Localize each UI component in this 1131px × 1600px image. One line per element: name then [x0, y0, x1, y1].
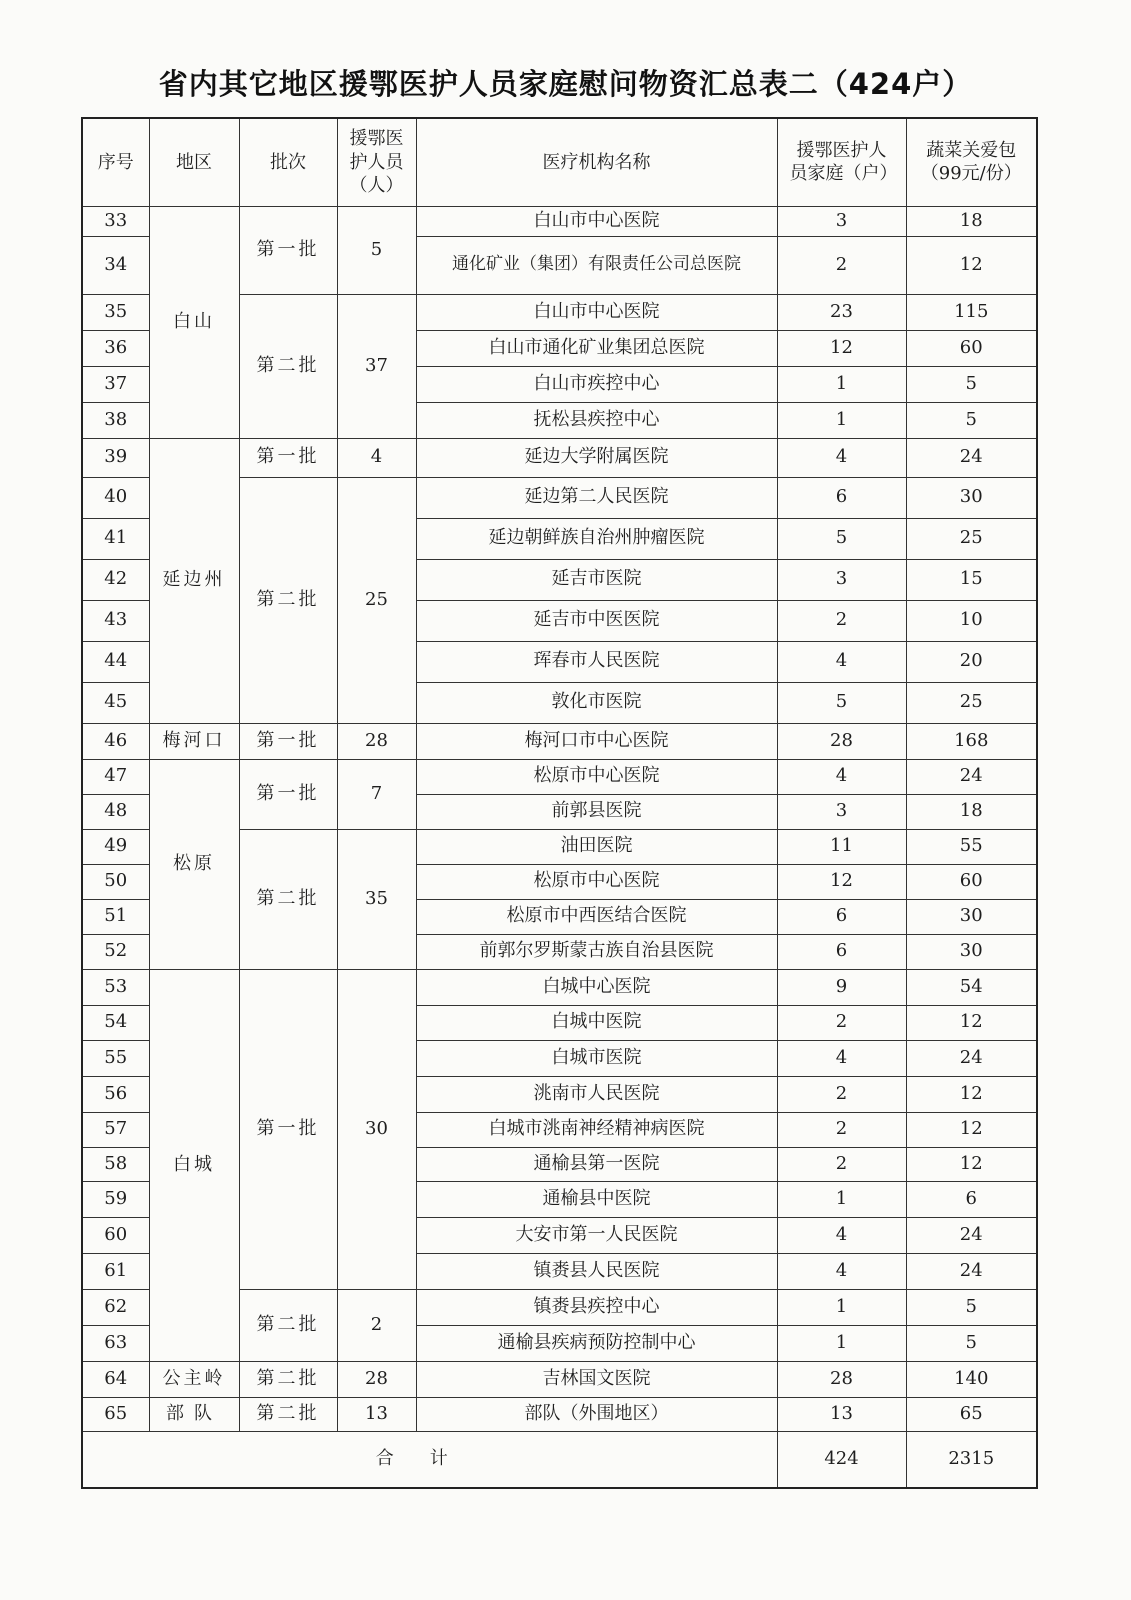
batch-cell: 第二批 [239, 829, 337, 969]
batch-cell: 第一批 [239, 759, 337, 829]
institution-cell: 镇赉县疾控中心 [416, 1289, 777, 1325]
families-cell: 3 [777, 206, 906, 236]
seq-cell: 45 [82, 682, 149, 723]
institution-cell: 延吉市医院 [416, 559, 777, 600]
packages-cell: 18 [906, 794, 1037, 829]
staff-cell: 5 [337, 206, 416, 294]
packages-cell: 24 [906, 1217, 1037, 1253]
packages-cell: 30 [906, 477, 1037, 518]
families-cell: 13 [777, 1397, 906, 1431]
families-cell: 6 [777, 934, 906, 969]
seq-cell: 54 [82, 1005, 149, 1040]
institution-cell: 延吉市中医医院 [416, 600, 777, 641]
region-cell: 梅河口 [149, 723, 239, 759]
packages-cell: 30 [906, 899, 1037, 934]
institution-cell: 白山市中心医院 [416, 206, 777, 236]
region-cell: 部队 [149, 1397, 239, 1431]
families-cell: 4 [777, 438, 906, 477]
seq-cell: 58 [82, 1147, 149, 1181]
batch-cell: 第一批 [239, 723, 337, 759]
batch-cell: 第一批 [239, 969, 337, 1289]
packages-cell: 10 [906, 600, 1037, 641]
packages-cell: 12 [906, 1005, 1037, 1040]
table-row [82, 438, 1037, 477]
seq-cell: 52 [82, 934, 149, 969]
staff-cell: 30 [337, 969, 416, 1289]
packages-cell: 65 [906, 1397, 1037, 1431]
families-cell: 11 [777, 829, 906, 864]
header-region: 地区 [149, 118, 239, 206]
packages-cell: 24 [906, 438, 1037, 477]
institution-cell: 白城中心医院 [416, 969, 777, 1005]
batch-cell: 第二批 [239, 477, 337, 723]
header-package: 蔬菜关爱包（99元/份） [906, 118, 1037, 206]
institution-cell: 白城中医院 [416, 1005, 777, 1040]
families-cell: 2 [777, 1147, 906, 1181]
packages-cell: 25 [906, 682, 1037, 723]
region-cell: 松原 [149, 759, 239, 969]
families-cell: 4 [777, 759, 906, 794]
families-cell: 6 [777, 899, 906, 934]
packages-cell: 24 [906, 759, 1037, 794]
families-cell: 4 [777, 1253, 906, 1289]
institution-cell: 延边朝鲜族自治州肿瘤医院 [416, 518, 777, 559]
institution-cell: 吉林国文医院 [416, 1361, 777, 1397]
seq-cell: 51 [82, 899, 149, 934]
table-row [82, 206, 1037, 236]
families-cell: 23 [777, 294, 906, 330]
seq-cell: 39 [82, 438, 149, 477]
institution-cell: 通榆县疾病预防控制中心 [416, 1325, 777, 1361]
families-cell: 1 [777, 1325, 906, 1361]
families-cell: 28 [777, 723, 906, 759]
table-row [82, 723, 1037, 759]
packages-cell: 60 [906, 330, 1037, 366]
seq-cell: 47 [82, 759, 149, 794]
institution-cell: 前郭县医院 [416, 794, 777, 829]
seq-cell: 40 [82, 477, 149, 518]
families-cell: 5 [777, 518, 906, 559]
seq-cell: 33 [82, 206, 149, 236]
families-cell: 1 [777, 1181, 906, 1217]
staff-cell: 28 [337, 723, 416, 759]
seq-cell: 63 [82, 1325, 149, 1361]
institution-cell: 延边第二人民医院 [416, 477, 777, 518]
institution-cell: 大安市第一人民医院 [416, 1217, 777, 1253]
packages-cell: 5 [906, 1325, 1037, 1361]
institution-cell: 珲春市人民医院 [416, 641, 777, 682]
batch-cell: 第一批 [239, 438, 337, 477]
institution-cell: 松原市中心医院 [416, 759, 777, 794]
packages-cell: 168 [906, 723, 1037, 759]
table-row [82, 759, 1037, 794]
seq-cell: 34 [82, 236, 149, 294]
seq-cell: 60 [82, 1217, 149, 1253]
packages-cell: 20 [906, 641, 1037, 682]
institution-cell: 镇赉县人民医院 [416, 1253, 777, 1289]
institution-cell: 梅河口市中心医院 [416, 723, 777, 759]
families-cell: 2 [777, 1112, 906, 1147]
staff-cell: 13 [337, 1397, 416, 1431]
header-staff: 援鄂医护人员（人） [337, 118, 416, 206]
families-cell: 5 [777, 682, 906, 723]
families-cell: 3 [777, 559, 906, 600]
seq-cell: 35 [82, 294, 149, 330]
header-seq: 序号 [82, 118, 149, 206]
institution-cell: 洮南市人民医院 [416, 1076, 777, 1112]
families-cell: 2 [777, 1076, 906, 1112]
families-cell: 1 [777, 1289, 906, 1325]
staff-cell: 35 [337, 829, 416, 969]
families-cell: 2 [777, 236, 906, 294]
total-row [82, 1431, 1037, 1488]
seq-cell: 44 [82, 641, 149, 682]
families-cell: 2 [777, 600, 906, 641]
packages-cell: 60 [906, 864, 1037, 899]
packages-cell: 140 [906, 1361, 1037, 1397]
packages-cell: 30 [906, 934, 1037, 969]
packages-cell: 5 [906, 402, 1037, 438]
families-cell: 2 [777, 1005, 906, 1040]
header-row [82, 118, 1037, 206]
institution-cell: 油田医院 [416, 829, 777, 864]
staff-cell: 2 [337, 1289, 416, 1361]
table-row [82, 969, 1037, 1005]
institution-cell: 白城市洮南神经精神病医院 [416, 1112, 777, 1147]
packages-cell: 12 [906, 1147, 1037, 1181]
batch-cell: 第二批 [239, 1289, 337, 1361]
summary-table [81, 117, 1038, 1489]
packages-cell: 12 [906, 1112, 1037, 1147]
batch-cell: 第一批 [239, 206, 337, 294]
seq-cell: 65 [82, 1397, 149, 1431]
table-row [82, 1397, 1037, 1431]
seq-cell: 64 [82, 1361, 149, 1397]
seq-cell: 55 [82, 1040, 149, 1076]
region-cell: 公主岭 [149, 1361, 239, 1397]
seq-cell: 42 [82, 559, 149, 600]
families-cell: 12 [777, 330, 906, 366]
institution-cell: 部队（外围地区） [416, 1397, 777, 1431]
page-title: 省内其它地区援鄂医护人员家庭慰问物资汇总表二（424户） [158, 67, 973, 101]
institution-cell: 抚松县疾控中心 [416, 402, 777, 438]
region-cell: 延边州 [149, 438, 239, 723]
institution-cell: 通化矿业（集团）有限责任公司总医院 [416, 236, 777, 294]
families-cell: 1 [777, 402, 906, 438]
table-row [82, 1361, 1037, 1397]
institution-cell: 通榆县中医院 [416, 1181, 777, 1217]
institution-cell: 通榆县第一医院 [416, 1147, 777, 1181]
packages-cell: 12 [906, 1076, 1037, 1112]
packages-cell: 5 [906, 366, 1037, 402]
batch-cell: 第二批 [239, 1361, 337, 1397]
seq-cell: 59 [82, 1181, 149, 1217]
seq-cell: 53 [82, 969, 149, 1005]
total-packages: 2315 [906, 1431, 1037, 1488]
packages-cell: 25 [906, 518, 1037, 559]
seq-cell: 61 [82, 1253, 149, 1289]
families-cell: 4 [777, 1217, 906, 1253]
packages-cell: 55 [906, 829, 1037, 864]
seq-cell: 50 [82, 864, 149, 899]
region-cell: 白城 [149, 969, 239, 1361]
institution-cell: 松原市中西医结合医院 [416, 899, 777, 934]
batch-cell: 第二批 [239, 1397, 337, 1431]
packages-cell: 5 [906, 1289, 1037, 1325]
families-cell: 12 [777, 864, 906, 899]
seq-cell: 48 [82, 794, 149, 829]
staff-cell: 4 [337, 438, 416, 477]
total-families: 424 [777, 1431, 906, 1488]
header-families: 援鄂医护人员家庭（户） [777, 118, 906, 206]
families-cell: 4 [777, 1040, 906, 1076]
packages-cell: 15 [906, 559, 1037, 600]
seq-cell: 46 [82, 723, 149, 759]
families-cell: 4 [777, 641, 906, 682]
institution-cell: 前郭尔罗斯蒙古族自治县医院 [416, 934, 777, 969]
seq-cell: 36 [82, 330, 149, 366]
institution-cell: 敦化市医院 [416, 682, 777, 723]
packages-cell: 115 [906, 294, 1037, 330]
seq-cell: 37 [82, 366, 149, 402]
packages-cell: 24 [906, 1040, 1037, 1076]
seq-cell: 41 [82, 518, 149, 559]
packages-cell: 6 [906, 1181, 1037, 1217]
families-cell: 28 [777, 1361, 906, 1397]
institution-cell: 松原市中心医院 [416, 864, 777, 899]
packages-cell: 18 [906, 206, 1037, 236]
seq-cell: 56 [82, 1076, 149, 1112]
packages-cell: 54 [906, 969, 1037, 1005]
seq-cell: 49 [82, 829, 149, 864]
institution-cell: 白山市疾控中心 [416, 366, 777, 402]
families-cell: 6 [777, 477, 906, 518]
staff-cell: 25 [337, 477, 416, 723]
packages-cell: 12 [906, 236, 1037, 294]
families-cell: 9 [777, 969, 906, 1005]
header-batch: 批次 [239, 118, 337, 206]
institution-cell: 白山市通化矿业集团总医院 [416, 330, 777, 366]
seq-cell: 38 [82, 402, 149, 438]
batch-cell: 第二批 [239, 294, 337, 438]
packages-cell: 24 [906, 1253, 1037, 1289]
header-institution: 医疗机构名称 [416, 118, 777, 206]
staff-cell: 28 [337, 1361, 416, 1397]
families-cell: 1 [777, 366, 906, 402]
families-cell: 3 [777, 794, 906, 829]
staff-cell: 37 [337, 294, 416, 438]
institution-cell: 白城市医院 [416, 1040, 777, 1076]
total-label: 合计 [82, 1431, 777, 1488]
institution-cell: 白山市中心医院 [416, 294, 777, 330]
seq-cell: 62 [82, 1289, 149, 1325]
region-cell: 白山 [149, 206, 239, 438]
staff-cell: 7 [337, 759, 416, 829]
seq-cell: 57 [82, 1112, 149, 1147]
institution-cell: 延边大学附属医院 [416, 438, 777, 477]
seq-cell: 43 [82, 600, 149, 641]
